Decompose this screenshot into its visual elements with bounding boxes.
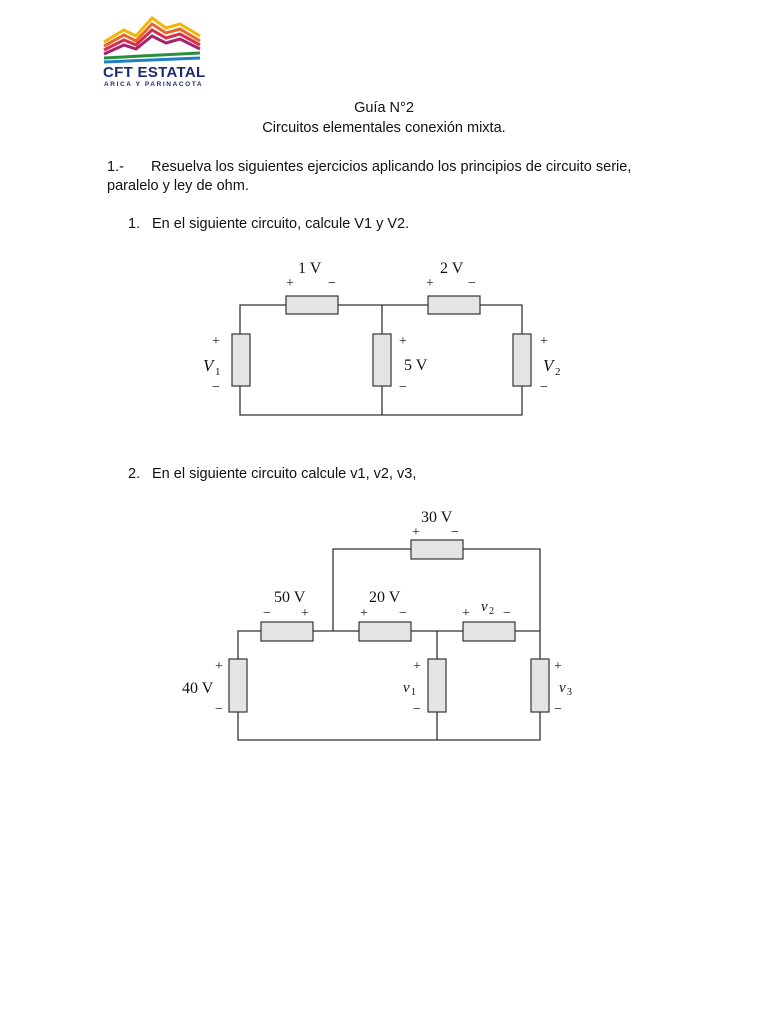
label-v3: v xyxy=(559,680,566,696)
sign-plus: + xyxy=(286,276,294,291)
label-v1: v xyxy=(403,680,410,696)
resistor-30v xyxy=(411,540,463,559)
label-v1-sub: 1 xyxy=(215,366,221,378)
sign-minus: − xyxy=(468,276,476,291)
label-v1: V xyxy=(203,356,214,375)
sign-plus: + xyxy=(462,606,470,621)
resistor-1v xyxy=(286,296,338,314)
resistor-2v xyxy=(428,296,480,314)
resistor-v1 xyxy=(232,334,250,386)
instruction-text: Resuelva los siguientes ejercicios aplicando los principios de circuito serie, xyxy=(151,159,632,175)
label-v2-sub: 2 xyxy=(555,366,561,378)
sign-minus: − xyxy=(215,702,223,717)
sign-minus: − xyxy=(328,276,336,291)
sign-plus: + xyxy=(212,334,220,349)
sign-minus: − xyxy=(540,380,548,395)
label-2v: 2 V xyxy=(440,260,464,277)
instruction-number: 1.- xyxy=(107,159,124,175)
resistor-v2 xyxy=(463,622,515,641)
sign-minus: − xyxy=(503,606,511,621)
label-v2: v xyxy=(481,599,488,615)
exercise-2 xyxy=(128,466,416,482)
resistor-v1 xyxy=(428,659,446,712)
resistor-20v xyxy=(359,622,411,641)
exercise-2-text: En el siguiente circuito calcule v1, v2, v3, xyxy=(152,466,417,482)
circuit-1-diagram xyxy=(190,250,580,430)
sign-minus: − xyxy=(413,702,421,717)
circuit-2-diagram xyxy=(170,500,590,750)
page-subtitle: Circuitos elementales conexión mixta. xyxy=(262,120,506,136)
exercise-1 xyxy=(128,216,409,232)
instruction-line-1 xyxy=(107,159,662,175)
sign-minus: − xyxy=(212,380,220,395)
resistor-50v xyxy=(261,622,313,641)
sign-plus: + xyxy=(540,334,548,349)
sign-plus: + xyxy=(301,606,309,621)
label-50v: 50 V xyxy=(274,589,306,606)
label-v2: V xyxy=(543,356,554,375)
sign-minus: − xyxy=(263,606,271,621)
label-20v: 20 V xyxy=(369,589,401,606)
logo-subtitle: ARICA Y PARINACOTA xyxy=(104,81,204,88)
label-1v: 1 V xyxy=(298,260,322,277)
exercise-1-number: 1. xyxy=(128,216,141,232)
sign-plus: + xyxy=(554,659,562,674)
label-30v: 30 V xyxy=(421,509,453,526)
sign-plus: + xyxy=(399,334,407,349)
label-5v: 5 V xyxy=(404,357,428,374)
exercise-2-number: 2. xyxy=(128,466,141,482)
sign-minus: − xyxy=(451,525,459,540)
label-40v: 40 V xyxy=(182,680,214,697)
label-v2-sub: 2 xyxy=(489,606,494,617)
source-40v xyxy=(229,659,247,712)
sign-minus: − xyxy=(399,606,407,621)
instruction-line-2: paralelo y ley de ohm. xyxy=(107,178,249,194)
label-v3-sub: 3 xyxy=(567,687,572,698)
logo-name: CFT ESTATAL xyxy=(103,64,206,81)
exercise-1-text: En el siguiente circuito, calcule V1 y V2. xyxy=(152,216,410,232)
sign-plus: + xyxy=(412,525,420,540)
sign-minus: − xyxy=(399,380,407,395)
sign-plus: + xyxy=(215,659,223,674)
label-v1-sub: 1 xyxy=(411,687,416,698)
page-title: Guía N°2 xyxy=(354,100,414,116)
resistor-v3 xyxy=(531,659,549,712)
sign-plus: + xyxy=(413,659,421,674)
sign-plus: + xyxy=(426,276,434,291)
sign-plus: + xyxy=(360,606,368,621)
sign-minus: − xyxy=(554,702,562,717)
resistor-v2 xyxy=(513,334,531,386)
resistor-5v xyxy=(373,334,391,386)
